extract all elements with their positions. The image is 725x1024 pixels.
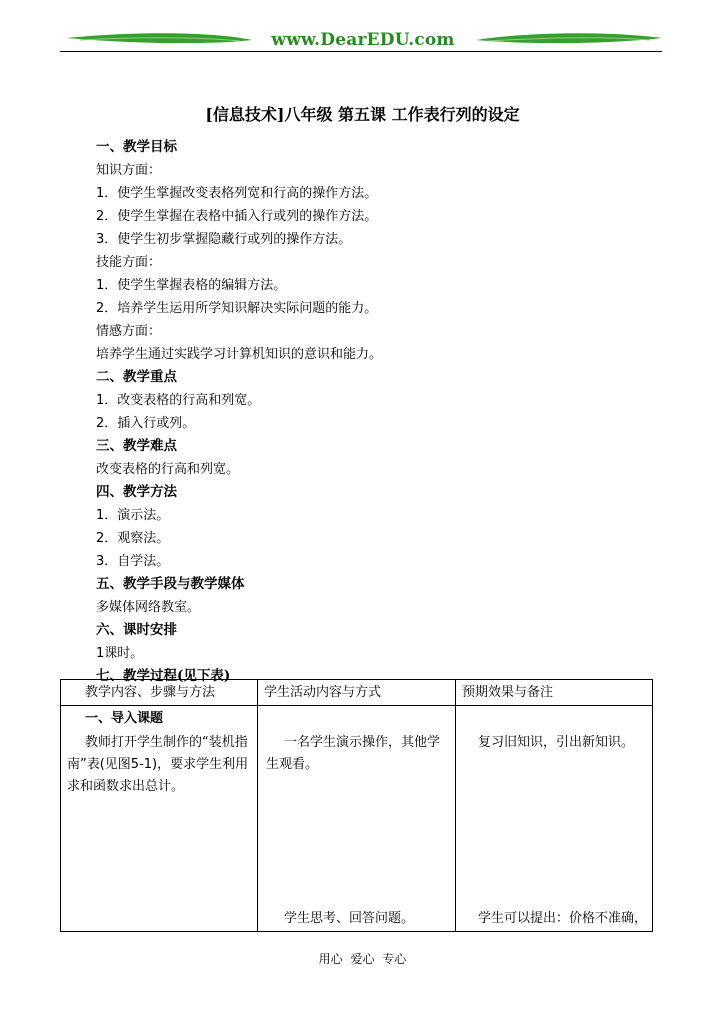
- document-title: [信息技术]八年级 第五课 工作表行列的设定: [205, 105, 520, 124]
- section-heading: 五、教学手段与教学媒体: [96, 576, 245, 592]
- body-text-line: 2．观察法。: [96, 531, 170, 546]
- table-header-row: [61, 680, 653, 706]
- section-heading: 七、教学过程(见下表): [96, 668, 231, 684]
- table-cell: [258, 706, 456, 932]
- body-text-line: 1．使学生掌握表格的编辑方法。: [96, 278, 287, 293]
- column-header: 预期效果与备注: [456, 680, 653, 706]
- site-url: www.DearEDU.com: [271, 30, 455, 50]
- body-text-line: 1课时。: [96, 646, 144, 661]
- body-text-line: 3．自学法。: [96, 554, 170, 569]
- body-text-line: 1．使学生掌握改变表格列宽和行高的操作方法。: [96, 186, 378, 201]
- body-text-line: 培养学生通过实践学习计算机知识的意识和能力。: [96, 347, 383, 362]
- page-footer: 用心 爱心 专心: [318, 952, 407, 966]
- table-cell: [61, 706, 258, 932]
- section-heading: 四、教学方法: [96, 484, 177, 500]
- body-text-line: 多媒体网络教室。: [96, 600, 201, 615]
- header-rule: [60, 51, 662, 52]
- section-heading: 六、课时安排: [96, 622, 177, 638]
- page-header: [0, 0, 725, 60]
- body-text-line: 2．使学生掌握在表格中插入行或列的操作方法。: [96, 209, 378, 224]
- teaching-process-table: [60, 679, 653, 932]
- table-cell: [456, 706, 653, 932]
- section-heading: 三、教学难点: [96, 438, 177, 454]
- step-heading: 一、导入课题: [85, 711, 164, 726]
- step-description: 教师打开学生制作的“装机指南”表(见图5-1)，要求学生利用求和函数求出总计。: [67, 735, 249, 794]
- body-text-line: 1．演示法。: [96, 508, 170, 523]
- expected-effect: 复习旧知识，引出新知识。: [478, 735, 635, 750]
- body-text-line: 情感方面：: [96, 324, 162, 339]
- student-activity: 一名学生演示操作，其他学生观看。: [266, 735, 441, 772]
- section-heading: 一、教学目标: [96, 139, 177, 155]
- lesson-plan-body: [96, 136, 656, 688]
- body-text-line: 1．改变表格的行高和列宽。: [96, 393, 261, 408]
- body-text-line: 知识方面：: [96, 163, 162, 178]
- column-header: 教学内容、步骤与方法: [61, 680, 258, 706]
- expected-effect: 学生可以提出：价格不准确，: [478, 911, 648, 926]
- student-activity: 学生思考、回答问题。: [284, 911, 415, 926]
- body-text-line: 2．培养学生运用所学知识解决实际问题的能力。: [96, 301, 378, 316]
- body-text-line: 改变表格的行高和列宽。: [96, 462, 240, 477]
- section-heading: 二、教学重点: [96, 369, 177, 385]
- column-header: 学生活动内容与方式: [258, 680, 456, 706]
- body-text-line: 3．使学生初步掌握隐藏行或列的操作方法。: [96, 232, 352, 247]
- body-text-line: 技能方面：: [96, 255, 162, 270]
- body-text-line: 2．插入行或列。: [96, 416, 196, 431]
- table-row: [61, 706, 653, 932]
